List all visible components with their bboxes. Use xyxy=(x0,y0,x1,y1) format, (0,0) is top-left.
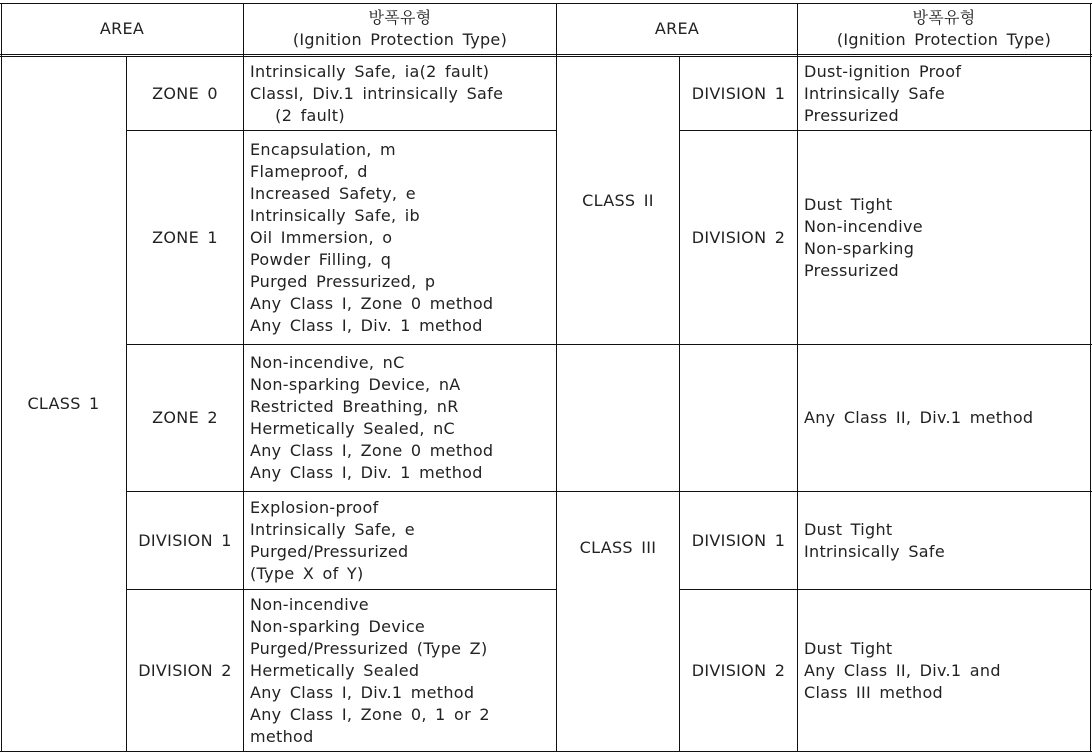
type-line: (2 fault) xyxy=(250,105,345,125)
type-line: Any Class I, Zone 0 method xyxy=(250,293,494,313)
type-line: Flameproof, d xyxy=(250,161,368,181)
left-area-zone-0 xyxy=(127,57,243,130)
left-area-division-2 xyxy=(127,590,243,751)
area-label: DIVISION 2 xyxy=(691,660,786,680)
area-label: DIVISION 1 xyxy=(138,530,232,550)
type-line: Dust Tight xyxy=(804,638,893,658)
type-line: Any Class I, Zone 0 method xyxy=(250,441,494,460)
type-line: Hermetically Sealed, nC xyxy=(250,419,456,438)
type-line: Intrinsically Safe xyxy=(804,541,945,561)
type-line: Intrinsically Safe, ib xyxy=(250,205,420,225)
area-label: ZONE 0 xyxy=(152,83,218,103)
type-line: Non-incendive xyxy=(804,216,923,236)
class-1-cell xyxy=(1,57,126,751)
type-line: Increased Safety, e xyxy=(250,183,416,203)
type-line: Class III method xyxy=(804,682,944,702)
header-area-right-label: AREA xyxy=(654,19,700,38)
area-label: DIVISION 1 xyxy=(691,530,786,550)
area-label: ZONE 1 xyxy=(152,227,218,247)
type-line: Any Class I, Div.1 method xyxy=(250,682,475,702)
header-type-right-en: (Ignition Protection Type) xyxy=(836,30,1052,49)
type-line: Any Class I, Div. 1 method xyxy=(250,463,483,482)
class-2-label: CLASS II xyxy=(582,190,654,210)
header-type-right-ko: 방폭유형 xyxy=(912,8,976,27)
header-area-left-label: AREA xyxy=(99,19,145,38)
area-label: DIVISION 2 xyxy=(691,227,786,247)
type-line: Any Class I, Zone 0, 1 or 2 xyxy=(250,704,490,724)
type-line: Encapsulation, m xyxy=(250,139,396,159)
class-3-label: CLASS III xyxy=(579,538,657,557)
class-1-label: CLASS 1 xyxy=(27,394,100,413)
left-area-division-1 xyxy=(127,492,243,589)
type-line: Oil Immersion, o xyxy=(250,227,393,247)
right-types-class3-general xyxy=(798,345,1090,491)
type-line: Powder Filling, q xyxy=(250,249,392,269)
type-line: Purged Pressurized, p xyxy=(250,271,436,291)
right-types-class2-division-2 xyxy=(798,131,1090,344)
type-line: Pressurized xyxy=(804,260,899,280)
type-line: Non-incendive, nC xyxy=(250,353,405,372)
left-types-zone-0 xyxy=(244,57,556,130)
header-type-left xyxy=(244,4,556,54)
type-line: method xyxy=(250,726,314,746)
type-line: Non-sparking xyxy=(804,238,915,258)
type-line: Intrinsically Safe, e xyxy=(250,519,415,539)
type-line: Any Class I, Div. 1 method xyxy=(250,315,483,335)
type-line: Intrinsically Safe, ia(2 fault) xyxy=(250,61,490,81)
type-line: Explosion-proof xyxy=(250,497,379,517)
left-types-zone-1 xyxy=(244,131,556,344)
right-area-class3-division-2 xyxy=(680,590,797,751)
header-divider xyxy=(0,54,1092,55)
header-type-left-ko: 방폭유형 xyxy=(368,8,432,27)
type-line: Non-sparking Device, nA xyxy=(250,375,461,394)
type-line: (Type X of Y) xyxy=(250,563,364,583)
header-type-right xyxy=(798,4,1090,54)
left-types-division-1 xyxy=(244,492,556,589)
border-bottom xyxy=(0,751,1092,752)
type-line: Purged/Pressurized xyxy=(250,541,409,561)
header-type-left-en: (Ignition Protection Type) xyxy=(292,30,508,49)
type-line: Intrinsically Safe xyxy=(804,83,945,103)
right-types-class3-division-2 xyxy=(798,590,1090,751)
right-types-class2-division-1 xyxy=(798,57,1090,130)
right-types-class3-division-1 xyxy=(798,492,1090,589)
left-types-division-2 xyxy=(244,590,556,751)
header-area-left xyxy=(1,4,243,54)
type-line: Non-sparking Device xyxy=(250,616,426,636)
right-area-class2-division-2 xyxy=(680,131,797,344)
type-line: Any Class II, Div.1 and xyxy=(804,660,1001,680)
left-area-zone-1 xyxy=(127,131,243,344)
type-line: Dust Tight xyxy=(804,519,893,539)
area-label: DIVISION 2 xyxy=(138,660,232,680)
type-line: Pressurized xyxy=(804,105,899,125)
type-line: Non-incendive xyxy=(250,594,369,614)
type-line: Dust Tight xyxy=(804,194,893,214)
left-area-zone-2 xyxy=(127,345,243,491)
type-line: ClassI, Div.1 intrinsically Safe xyxy=(250,83,504,103)
type-line: Hermetically Sealed xyxy=(250,660,420,680)
area-label: ZONE 2 xyxy=(152,408,218,427)
type-line: Any Class II, Div.1 method xyxy=(804,408,1034,427)
type-line: Purged/Pressurized (Type Z) xyxy=(250,638,488,658)
class-3-cell xyxy=(557,345,679,751)
left-types-zone-2 xyxy=(244,345,556,491)
right-area-class3-division-1 xyxy=(680,492,797,589)
header-area-right xyxy=(557,4,797,54)
border-right xyxy=(1090,3,1091,752)
area-label: DIVISION 1 xyxy=(691,83,786,103)
right-area-class2-division-1 xyxy=(680,57,797,130)
right-area-class3-general xyxy=(680,345,797,491)
class-2-cell xyxy=(557,57,679,344)
type-line: Restricted Breathing, nR xyxy=(250,397,459,416)
type-line: Dust-ignition Proof xyxy=(804,61,962,81)
